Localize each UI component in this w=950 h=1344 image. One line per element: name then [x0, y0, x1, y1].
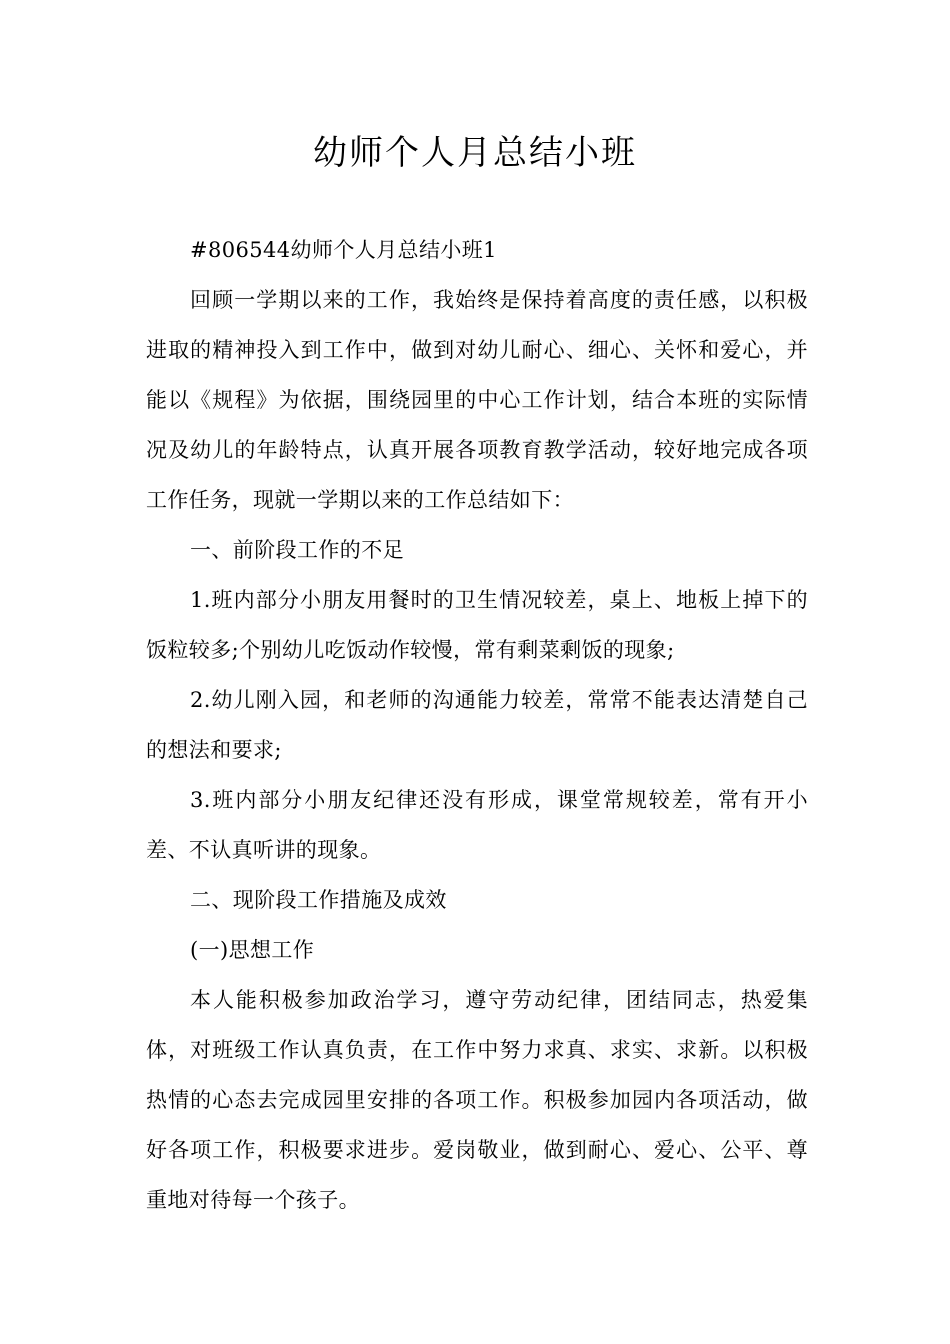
heading-measures: 二、现阶段工作措施及成效 [190, 888, 447, 912]
paragraph-item-3: 3.班内部分小朋友纪律还没有形成，课堂常规较差，常有开小差、不认真听讲的现象。 [146, 788, 808, 862]
document-body [146, 225, 808, 1225]
paragraph-item-1: 1.班内部分小朋友用餐时的卫生情况较差，桌上、地板上掉下的饭粒较多;个别幼儿吃饭动作较慢，常有剩菜剩饭的现象; [146, 588, 808, 662]
heading-shortcomings: 一、前阶段工作的不足 [190, 538, 404, 562]
paragraph-ideology: 本人能积极参加政治学习，遵守劳动纪律，团结同志，热爱集体，对班级工作认真负责，在工作中努力求真、求实、求新。以积极热情的心态去完成园里安排的各项工作。积极参加园内各项活动，做好各项工作，积极要求进步。爱岗敬业，做到耐心、爱心、公平、尊重地对待每一个孩子。 [146, 988, 808, 1212]
paragraph-doc-id: #806544幼师个人月总结小班1 [190, 238, 497, 262]
paragraph-item-2: 2.幼儿刚入园，和老师的沟通能力较差，常常不能表达清楚自己的想法和要求; [146, 688, 808, 762]
document-title: 幼师个人月总结小班 [313, 133, 637, 173]
paragraph-intro: 回顾一学期以来的工作，我始终是保持着高度的责任感，以积极进取的精神投入到工作中，做到对幼儿耐心、细心、关怀和爱心，并能以《规程》为依据，围绕园里的中心工作计划，结合本班的实际情况及幼儿的年龄特点，认真开展各项教育教学活动，较好地完成各项工作任务，现就一学期以来的工作总结如下： [146, 288, 808, 512]
subheading-ideology: (一)思想工作 [190, 938, 315, 962]
